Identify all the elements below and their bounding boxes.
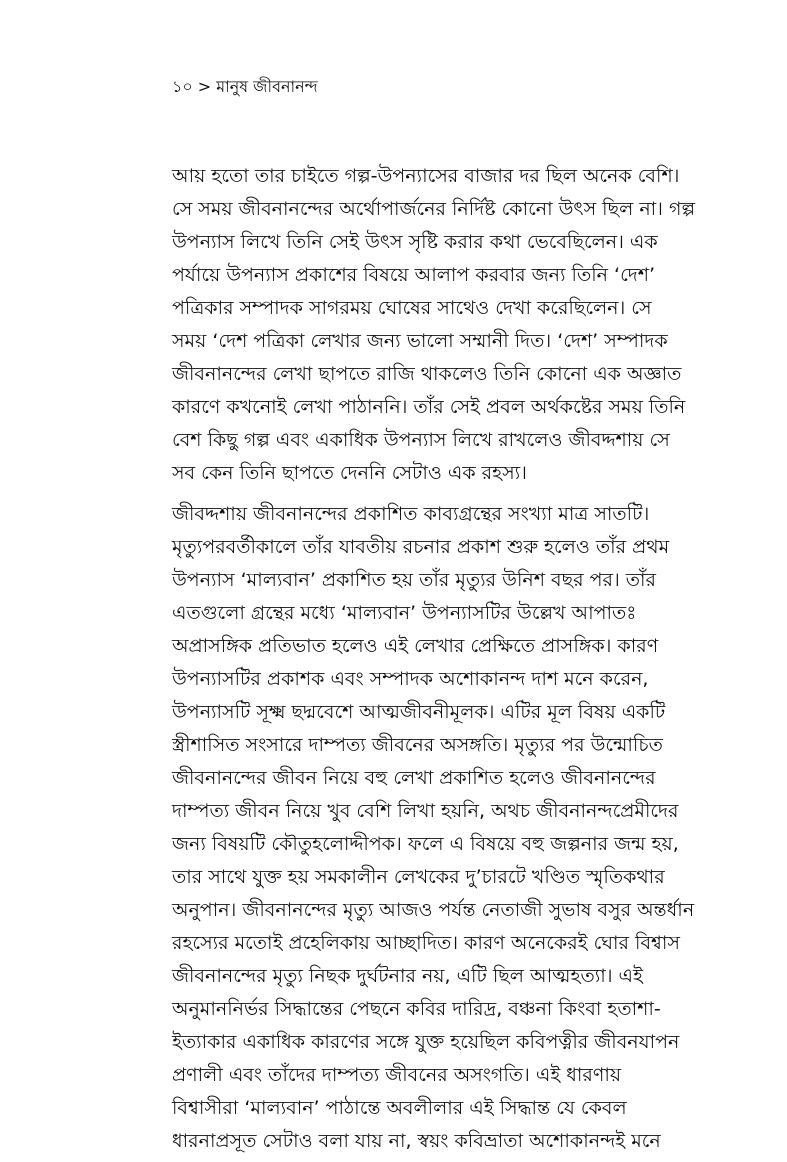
running-header	[172, 76, 318, 98]
text-line: উপন্যাস লিখে তিনি সেই উৎস সৃষ্টি করার কথা ভেবেছিলেন। এক	[172, 231, 658, 253]
text-line: ধারনাপ্রসূত সেটাও বলা যায় না, স্বয়ং কবিভ্রাতা অশোকানন্দই মনে	[172, 1130, 661, 1152]
text-line: এতগুলো গ্রন্থের মধ্যে ‘মাল্যবান’ উপন্যাসটির উল্লেখ আপাতঃ	[172, 602, 637, 624]
text-line: অপ্রাসঙ্গিক প্রতিভাত হলেও এই লেখার প্রেক্ষিতে প্রাসঙ্গিক। কারণ	[172, 635, 659, 657]
text-line: কারণে কখনোই লেখা পাঠাননি। তাঁর সেই প্রবল অর্থকষ্টের সময় তিনি	[172, 396, 686, 418]
text-line: বেশ কিছু গল্প এবং একাধিক উপন্যাস লিখে রাখলেও জীবদ্দশায় সে	[172, 429, 670, 451]
page-number: ১০	[172, 77, 193, 96]
text-line: অনুপান। জীবনানন্দের মৃত্যু আজও পর্যন্ত নেতাজী সুভাষ বসুর অন্তর্ধান	[172, 899, 695, 921]
text-line: মৃত্যুপরবর্তীকালে তাঁর যাবতীয় রচনার প্রকাশ শুরু হলেও তাঁর প্রথম	[172, 536, 670, 558]
text-line: প্রণালী এবং তাঁদের দাম্পত্য জীবনের অসংগতি। এই ধারণায়	[172, 1064, 622, 1086]
book-title: মানুষ জীবনানন্দ	[216, 77, 318, 96]
text-line: জীবনানন্দের জীবন নিয়ে বহু লেখা প্রকাশিত হলেও জীবনানন্দের	[172, 767, 656, 789]
text-line: সে সময় জীবনানন্দের অর্থোপার্জনের নির্দিষ্ট কোনো উৎস ছিল না। গল্প	[172, 198, 696, 220]
text-line: জীবনানন্দের লেখা ছাপতে রাজি থাকলেও তিনি কোনো এক অজ্ঞাত	[172, 363, 682, 385]
paragraph-2	[172, 498, 695, 1158]
text-line: ইত্যাকার একাধিক কারণের সঙ্গে যুক্ত হয়েছিল কবিপত্নীর জীবনযাপন	[172, 1031, 680, 1053]
text-line: আয় হতো তার চাইতে গল্প-উপন্যাসের বাজার দর ছিল অনেক বেশি।	[172, 165, 680, 187]
text-line: জীবদ্দশায় জীবনানন্দের প্রকাশিত কাব্যগ্রন্থের সংখ্যা মাত্র সাতটি।	[172, 503, 650, 525]
text-line: বিশ্বাসীরা ‘মাল্যবান’ পাঠান্তে অবলীলার এই সিদ্ধান্ত যে কেবল	[172, 1097, 627, 1119]
text-line: উপন্যাস ‘মাল্যবান’ প্রকাশিত হয় তাঁর মৃত্যুর উনিশ বছর পর। তাঁর	[172, 569, 656, 591]
text-line: জন্য বিষয়টি কৌতুহলোদ্দীপক। ফলে এ বিষয়ে বহু জল্পনার জন্ম হয়,	[172, 833, 679, 855]
text-line: রহস্যের মতোই প্রহেলিকায় আচ্ছাদিত। কারণ অনেকেরই ঘোর বিশ্বাস	[172, 932, 680, 954]
text-line: অনুমাননির্ভর সিদ্ধান্তের পেছনে কবির দারিদ্র, বঞ্চনা কিংবা হতাশা-	[172, 998, 661, 1020]
text-line: উপন্যাসটির প্রকাশক এবং সম্পাদক অশোকানন্দ দাশ মনে করেন,	[172, 668, 649, 690]
text-line: সময় ‘দেশ পত্রিকা লেখার জন্য ভালো সম্মানী দিত। ‘দেশ’ সম্পাদক	[172, 330, 668, 352]
text-line: তার সাথে যুক্ত হয় সমকালীন লেখকের দু’চারটে খণ্ডিত স্মৃতিকথার	[172, 866, 665, 888]
text-line: সব কেন তিনি ছাপতে দেননি সেটাও এক রহস্য।	[172, 462, 527, 484]
text-line: স্ত্রীশাসিত সংসারে দাম্পত্য জীবনের অসঙ্গতি। মৃত্যুর পর উন্মোচিত	[172, 734, 663, 756]
text-line: উপন্যাসটি সূক্ষ্ম ছদ্মবেশে আত্মজীবনীমূলক। এটির মূল বিষয় একটি	[172, 701, 666, 723]
text-line: পত্রিকার সম্পাদক সাগরময় ঘোষের সাথেও দেখা করেছিলেন। সে	[172, 297, 652, 319]
header-separator: >	[197, 77, 212, 96]
paragraph-1	[172, 160, 696, 490]
body-text	[172, 160, 696, 1158]
text-line: জীবনানন্দের মৃত্যু নিছক দুর্ঘটনার নয়, এটি ছিল আত্মহত্যা। এই	[172, 965, 643, 987]
text-line: দাম্পত্য জীবন নিয়ে খুব বেশি লিখা হয়নি, অথচ জীবনানন্দপ্রেমীদের	[172, 800, 679, 822]
text-line: পর্যায়ে উপন্যাস প্রকাশের বিষয়ে আলাপ করবার জন্য তিনি ‘দেশ’	[172, 264, 656, 286]
